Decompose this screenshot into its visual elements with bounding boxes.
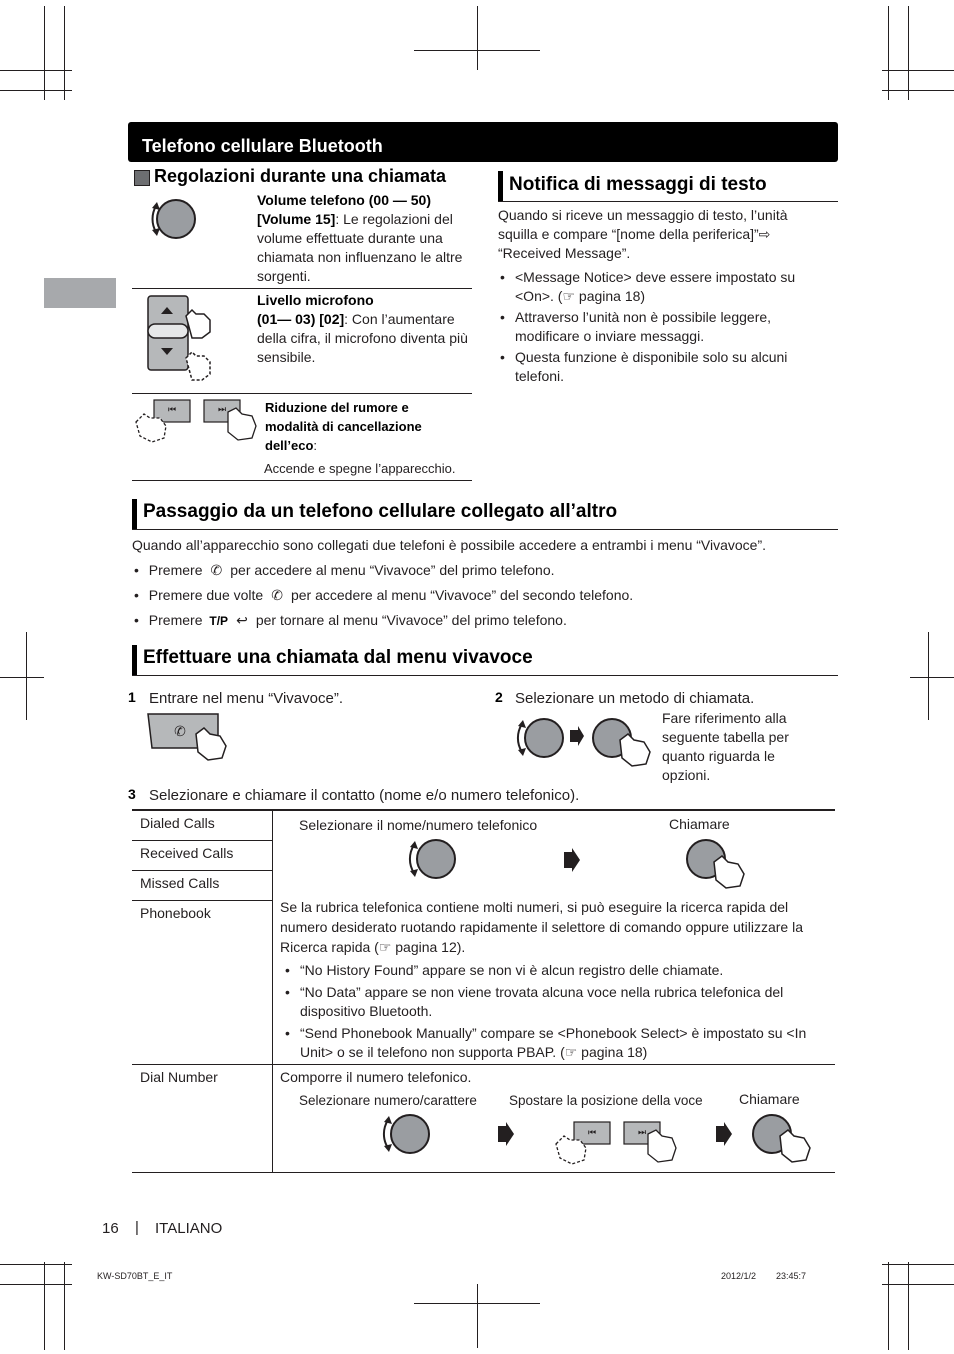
microphone-title-a: Livello microfono: [257, 292, 374, 308]
language-tab: [44, 278, 116, 308]
switch-bullet-post: per accedere al menu “Vivavoce” del secondo telefono.: [290, 587, 634, 603]
crop-mark: [888, 1262, 889, 1350]
step-number: 3: [128, 786, 136, 802]
up-down-buttons-icon: [142, 294, 222, 388]
switch-intro: Quando all’apparecchio sono collegati due telefoni è possibile accedere a entrambi i menu “Vivavoce”.: [132, 537, 767, 553]
crop-mark: [0, 90, 72, 91]
switch-bullet-pre: Premere: [148, 612, 203, 628]
crop-mark: [44, 1262, 45, 1350]
crop-mark: [882, 90, 954, 91]
banner-title: Telefono cellulare Bluetooth: [142, 136, 383, 156]
crop-mark: [0, 1264, 72, 1265]
table-row-label: Missed Calls: [140, 875, 220, 891]
crop-mark: [0, 1284, 72, 1285]
crop-mark: [882, 70, 954, 71]
microphone-text: : Con l’aumentare della cifra, il microfono diventa più sensibile.: [257, 311, 468, 365]
volume-title-a: Volume telefono (00 — 50): [257, 192, 431, 208]
phonebook-note: Se la rubrica telefonica contiene molti numeri, si può eseguire la ricerca rapida del numero desiderato ruotando rapidamente il selettore di comando oppure utilizzare la Ricerca rapida (☞ pagina 12).: [280, 899, 803, 955]
dial-move-label: Spostare la posizione della voce: [509, 1093, 703, 1108]
table-call-label: Chiamare: [669, 816, 730, 832]
microphone-description: [257, 291, 469, 367]
back-icon: ↩: [236, 612, 248, 628]
volume-text: : Le regolazioni del volume effettuate durante una chiamata non influenzano le altre sorgenti.: [257, 211, 463, 284]
divider: [132, 393, 472, 394]
table-column-divider: [272, 811, 273, 1173]
notify-bullet: • Questa funzione è disponibile solo su alcuni telefoni.: [498, 348, 828, 386]
crop-mark: [888, 6, 889, 100]
dial-call-label: Chiamare: [739, 1091, 800, 1107]
volume-description: [257, 191, 469, 286]
table-row-label: Phonebook: [140, 905, 211, 921]
crop-mark: [477, 1284, 478, 1348]
section-bar: [132, 499, 137, 529]
table-bottom-rule: [132, 1172, 835, 1173]
noise-subtext: Accende e spegne l’apparecchio.: [264, 461, 456, 476]
footer-date: 2012/1/2: [721, 1271, 757, 1281]
phonebook-bullet: • “No History Found” appare se non vi è alcun registro delle chiamate.: [283, 961, 813, 980]
step-number: 2: [495, 689, 503, 705]
phonebook-notes: [283, 961, 813, 1062]
svg-text:✆: ✆: [174, 724, 186, 740]
svg-text:⏮: ⏮: [167, 405, 177, 415]
step1-text: Entrare nel menu “Vivavoce”.: [149, 690, 343, 707]
crop-mark: [477, 6, 478, 70]
notify-bullet: • <Message Notice> deve essere impostato su <On>. (☞ pagina 18): [498, 268, 828, 306]
dial-select-label: Selezionare numero/carattere: [299, 1093, 477, 1108]
phone-icon: ✆: [271, 587, 283, 603]
table-row-divider: [132, 1064, 835, 1065]
step-number: 1: [128, 689, 136, 705]
step3-text: Selezionare e chiamare il contatto (nome e/o numero telefonico).: [149, 787, 580, 804]
crop-mark: [64, 1262, 65, 1350]
svg-text:⏮: ⏮: [587, 1128, 597, 1138]
switch-bullet-post: per tornare al menu “Vivavoce” del primo telefono.: [255, 612, 567, 628]
section-bar: [132, 645, 137, 675]
crop-mark: [908, 6, 909, 100]
phone-icon: ✆: [210, 562, 223, 578]
footer-time: 23:45:7: [776, 1271, 807, 1281]
phonebook-bullet: • “Send Phonebook Manually” compare se <Phonebook Select> è impostato su <In Unit> o se il telefono non supporta PBAP. (☞ pagina 18): [283, 1024, 813, 1062]
dial-text: Comporre il numero telefonico.: [280, 1069, 472, 1085]
footer-separator: |: [135, 1219, 139, 1236]
noise-text: :: [313, 438, 318, 453]
notify-bullets: [498, 268, 828, 386]
crop-mark: [26, 632, 27, 720]
table-top-rule: [132, 809, 835, 811]
volume-title-b: [Volume 15]: [257, 211, 336, 227]
divider: [132, 288, 472, 289]
rotate-knob-icon: [142, 190, 212, 250]
right-section-title: Notifica di messaggi di testo: [509, 174, 767, 195]
crop-mark: [414, 50, 540, 51]
switch-bullet: • Premere T/P ↩ per tornare al menu “Vivavoce” del primo telefono.: [134, 612, 567, 628]
phone-button-icon: [146, 712, 236, 762]
table-select-label: Selezionare il nome/numero telefonico: [299, 817, 538, 833]
crop-mark: [928, 632, 929, 720]
table-row-label: Dialed Calls: [140, 815, 215, 831]
table-row-label: Received Calls: [140, 845, 234, 861]
step2-text: Selezionare un metodo di chiamata.: [515, 690, 755, 707]
svg-text:⏭: ⏭: [637, 1128, 647, 1138]
crop-mark: [882, 1284, 954, 1285]
phonebook-bullet: • “No Data” appare se non viene trovata alcuna voce nella rubrica telefonica del dispositivo Bluetooth.: [283, 983, 813, 1021]
crop-mark: [414, 1303, 540, 1304]
noise-title: Riduzione del rumore e modalità di cancellazione dell’eco: [265, 400, 422, 453]
select-arrow-call-icon: [402, 832, 762, 892]
tp-key-label: T/P: [209, 614, 229, 628]
table-row-divider: [132, 870, 272, 871]
left-section-title: Regolazioni durante una chiamata: [154, 166, 447, 186]
switch-bullet: • Premere ✆ per accedere al menu “Vivavoce” del primo telefono.: [134, 562, 555, 578]
svg-text:⏭: ⏭: [217, 405, 227, 415]
switch-section-title: Passaggio da un telefono cellulare collegato all’altro: [143, 501, 618, 522]
microphone-title-b: (01— 03) [02]: [257, 311, 345, 327]
switch-bullet-pre: Premere: [148, 562, 203, 578]
crop-mark: [882, 1264, 954, 1265]
noise-description: [265, 398, 465, 455]
call-section-title: Effettuare una chiamata dal menu vivavoce: [143, 647, 533, 668]
divider: [498, 201, 838, 202]
footer-model: KW-SD70BT_E_IT: [97, 1271, 173, 1281]
section-square-icon: [134, 170, 150, 186]
switch-bullet-pre: Premere due volte: [148, 587, 264, 603]
divider: [132, 480, 472, 481]
section-bar: [498, 171, 503, 201]
notify-bullet: • Attraverso l’unità non è possibile leggere, modificare o inviare messaggi.: [498, 308, 828, 346]
divider: [132, 529, 838, 530]
switch-bullet: • Premere due volte ✆ per accedere al menu “Vivavoce” del secondo telefono.: [134, 587, 634, 603]
crop-mark: [44, 6, 45, 100]
crop-mark: [64, 6, 65, 100]
crop-mark: [908, 1262, 909, 1350]
table-row-divider: [132, 900, 272, 901]
prev-next-buttons-icon: [132, 398, 262, 444]
section-banner: [128, 122, 838, 162]
switch-bullet-post: per accedere al menu “Vivavoce” del primo telefono.: [230, 562, 555, 578]
dial-sequence-icon: [376, 1106, 816, 1168]
notify-intro: Quando si riceve un messaggio di testo, l’unità squilla e compare “[nome della periferica]”⇨ “Received Message”.: [498, 207, 788, 261]
select-and-press-icon: [512, 712, 658, 770]
footer-language: ITALIANO: [155, 1220, 223, 1237]
divider: [132, 675, 838, 676]
crop-mark: [0, 677, 44, 678]
table-row-label: Dial Number: [140, 1069, 218, 1085]
crop-mark: [910, 677, 954, 678]
table-row-divider: [132, 840, 272, 841]
crop-mark: [0, 70, 72, 71]
page-number: 16: [102, 1220, 119, 1237]
step2-note: Fare riferimento alla seguente tabella per quanto riguarda le opzioni.: [662, 710, 789, 783]
